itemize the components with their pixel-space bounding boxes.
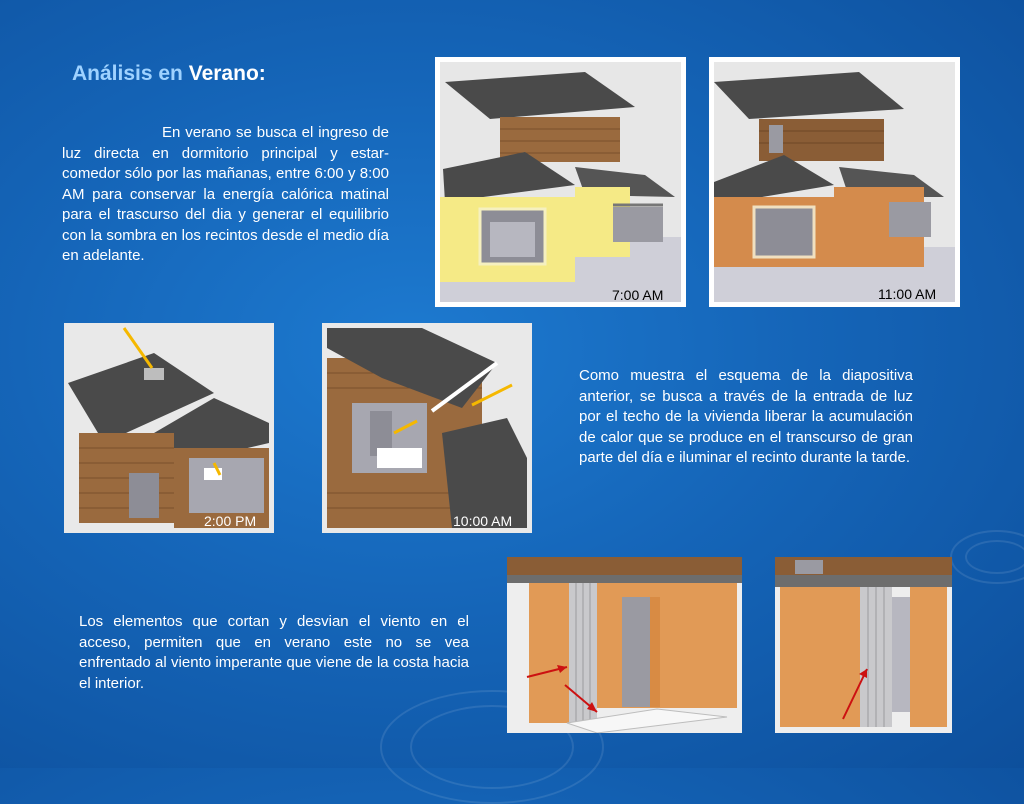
render-11am-frame [709,57,960,307]
caption-7am: 7:00 AM [612,287,664,303]
render-7am-frame [435,57,686,307]
paragraph-wind: Los elementos que cortan y desvian el viento en el acceso, permiten que en verano este no se vea enfrentado al viento imperante que viene de la costa hacia el interior. [79,613,469,692]
paragraph-morning-light: En verano se busca el ingreso de luz directa en dormitorio principal y estar-comedor sólo por las mañanas, entre 6:00 y 8:00 AM para conservar la energía calórica matinal para el trascurso del dia y generar el equilibrio con la sombra en los recintos desde el medio día en adelante. [62,124,389,264]
slide-title [72,62,266,86]
ripple-decoration [965,540,1024,574]
caption-10am: 10:00 AM [453,513,513,529]
render-10am-frame [322,323,532,533]
title-part-2: Verano: [188,62,266,85]
title-part-1: Análisis en [72,62,183,85]
render-2pm-frame [64,323,274,533]
entrance-render-wind-1 [507,557,742,733]
house-render-10am [322,323,532,533]
paragraph-roof-light: Como muestra el esquema de la diapositiva anterior, se busca a través de la entrada de luz por el techo de la vivienda liberar la acumulación de calor que se produce en el transcurso de gran parte del día e iluminar el recinto durante la tarde. [579,367,913,466]
house-render-7am [435,57,686,307]
caption-11am: 11:00 AM [878,286,937,302]
caption-2pm: 2:00 PM [204,513,257,529]
house-render-2pm [64,323,274,533]
render-wind-1-frame [507,557,742,733]
render-wind-2-frame [775,557,952,733]
entrance-render-wind-2 [775,557,952,733]
house-render-11am [709,57,960,307]
